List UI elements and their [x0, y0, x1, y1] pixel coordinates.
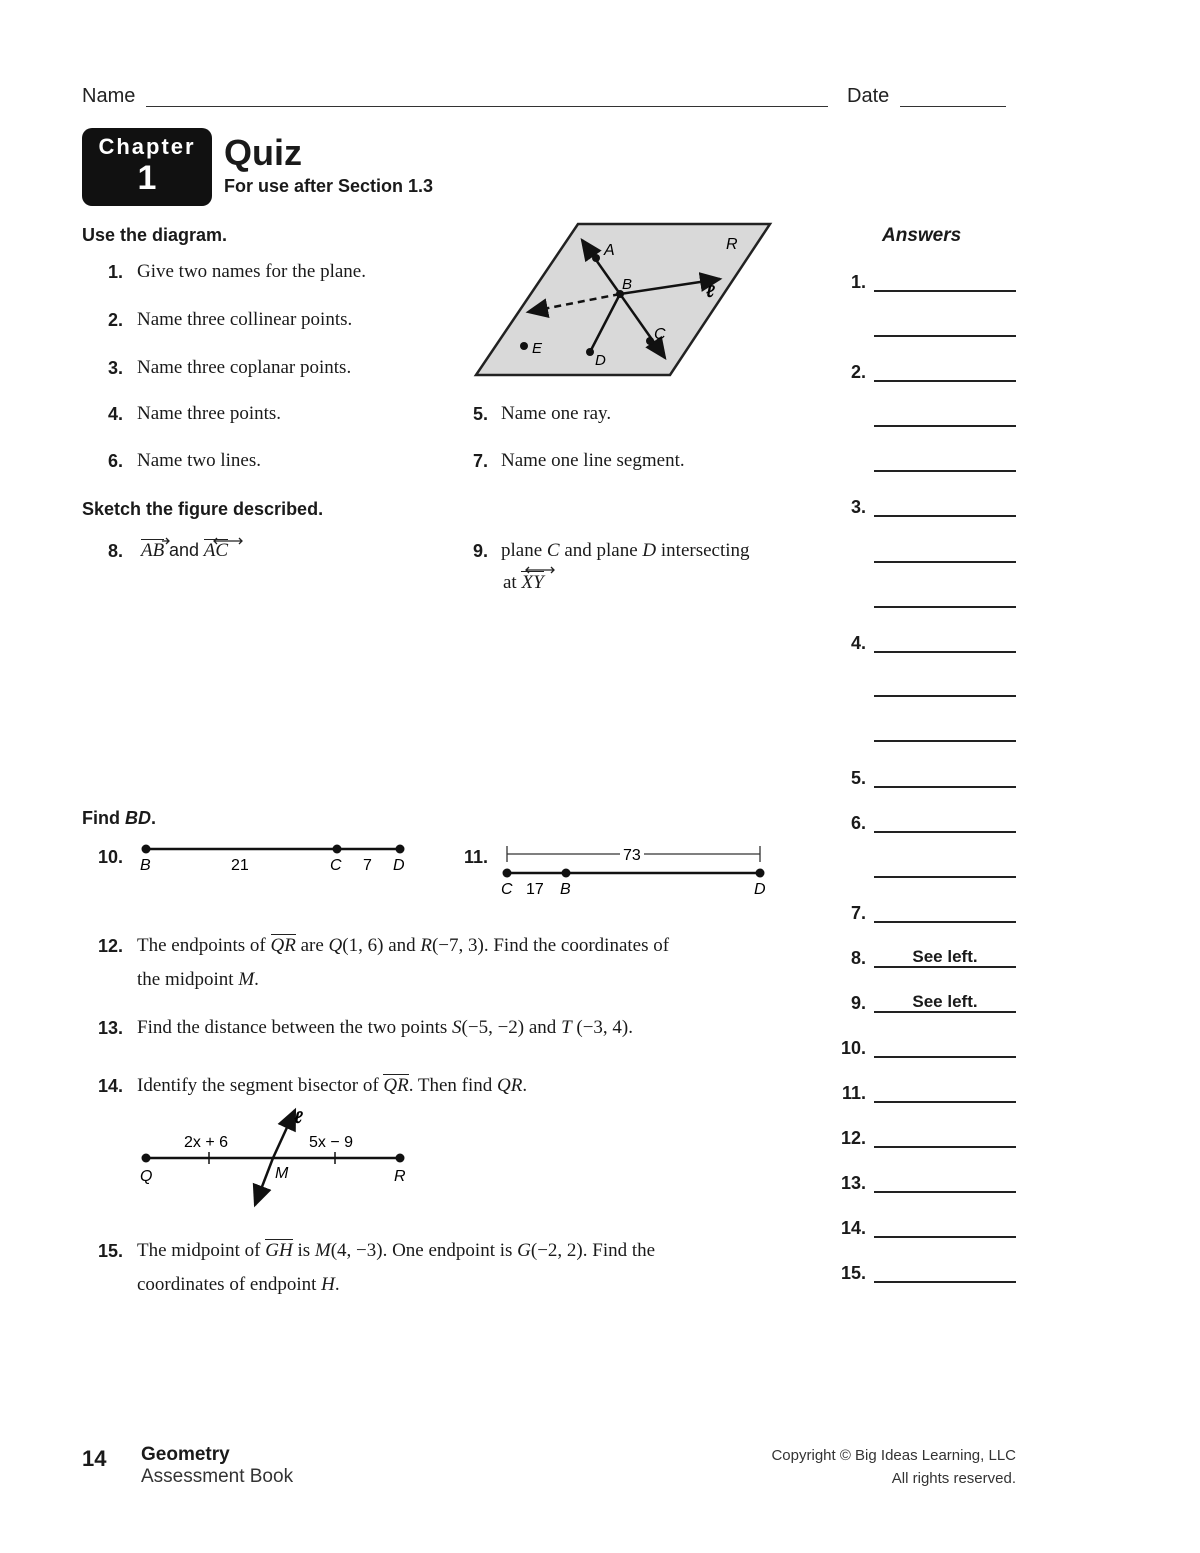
- q9-t1: plane: [501, 540, 547, 561]
- find-bd-var: BD: [125, 808, 151, 828]
- footer-book-title: Geometry: [141, 1444, 230, 1465]
- answer-2-field-c[interactable]: [874, 470, 1016, 472]
- q8-line-ac: AC: [203, 540, 229, 561]
- q12-t5: the midpoint: [137, 969, 239, 990]
- q6-text: Name two lines.: [137, 450, 262, 471]
- q11-label-cb: 17: [526, 881, 544, 898]
- section-find-bd: [82, 808, 156, 829]
- q6-number: 6.: [107, 451, 123, 471]
- q7-text: Name one line segment.: [501, 450, 685, 471]
- q14-label-line-l: ℓ: [294, 1108, 303, 1127]
- page-title: Quiz: [224, 132, 302, 173]
- q15-seg-gh: GH: [265, 1240, 293, 1261]
- q12-point-q: Q: [328, 935, 343, 956]
- answer-4-number: 4.: [850, 633, 866, 653]
- q13-point-t: T: [561, 1017, 572, 1038]
- point-a: [592, 254, 600, 262]
- q15-coord-m: (4, −3): [330, 1240, 383, 1261]
- find-bd-post: .: [151, 808, 157, 828]
- q9-arrowheads: [524, 565, 558, 577]
- q8-number: 8.: [107, 541, 123, 561]
- q15-text-line1: [137, 1240, 655, 1262]
- page-subtitle: For use after Section 1.3: [224, 176, 434, 196]
- q14-label-right-expr: 5x − 9: [309, 1134, 354, 1151]
- answer-9-field[interactable]: [874, 1011, 1016, 1013]
- q14-label-m: M: [275, 1165, 289, 1182]
- chapter-number: 1: [137, 159, 157, 197]
- q3-number: 3.: [107, 358, 123, 378]
- footer-book-subtitle: Assessment Book: [141, 1466, 294, 1487]
- q12-t1: The endpoints of: [137, 935, 271, 956]
- answer-8-field[interactable]: [874, 966, 1016, 968]
- chapter-badge: [82, 128, 212, 206]
- q9-text-line1: [501, 540, 750, 562]
- answer-4-field-b[interactable]: [874, 695, 1016, 697]
- q14-seg-qr: QR: [383, 1075, 409, 1096]
- q12-t3: and: [383, 935, 421, 956]
- q4-text: Name three points.: [137, 403, 282, 424]
- q11-label-b: B: [560, 881, 571, 898]
- answer-7-field[interactable]: [874, 921, 1016, 923]
- q12-t4: . Find the coordinates of: [483, 935, 670, 956]
- q10-point-d: [396, 845, 405, 854]
- q14-number: 14.: [97, 1076, 123, 1096]
- answer-6-number: 6.: [850, 813, 866, 833]
- q13-coord-s: (−5, −2): [461, 1017, 525, 1038]
- q10-number: 10.: [97, 847, 123, 867]
- page-number: 14: [82, 1446, 107, 1471]
- label-line-l: ℓ: [706, 282, 715, 301]
- q9-number: 9.: [472, 541, 488, 561]
- q11-point-b: [562, 869, 571, 878]
- section-use-diagram: Use the diagram.: [82, 225, 228, 245]
- chapter-word: Chapter: [98, 134, 196, 159]
- name-field[interactable]: [146, 106, 828, 107]
- plane-diagram: [470, 218, 780, 383]
- q8-ray-ab: AB: [141, 540, 165, 561]
- q14-figure: [136, 1105, 416, 1210]
- answer-4-field-c[interactable]: [874, 740, 1016, 742]
- q4-number: 4.: [107, 404, 123, 424]
- q11-number: 11.: [463, 847, 488, 867]
- q15-point-g: G: [517, 1240, 531, 1261]
- q14-label-r: R: [394, 1168, 406, 1185]
- answer-2-field-b[interactable]: [874, 425, 1016, 427]
- q10-label-d: D: [393, 857, 405, 874]
- footer-copyright: Copyright © Big Ideas Learning, LLC: [771, 1447, 1016, 1464]
- q15-t6: .: [334, 1274, 340, 1295]
- label-d: D: [595, 352, 606, 369]
- q14-bisector-up: [273, 1110, 295, 1158]
- q9-line-xy: XY: [521, 572, 544, 593]
- answer-6-field-b[interactable]: [874, 876, 1016, 878]
- q13-point-s: S: [452, 1017, 462, 1038]
- answer-3-field-a[interactable]: [874, 515, 1016, 517]
- q13-t2: and: [524, 1017, 562, 1038]
- q15-t4: . Find the: [582, 1240, 656, 1261]
- name-label: Name: [82, 85, 136, 107]
- q14-label-left-expr: 2x + 6: [184, 1134, 229, 1151]
- q3-text: Name three coplanar points.: [137, 357, 352, 378]
- q11-label-c: C: [501, 881, 513, 898]
- date-label: Date: [847, 85, 890, 107]
- section-sketch: Sketch the figure described.: [82, 499, 324, 519]
- q10-label-b: B: [140, 857, 151, 874]
- answer-15-field[interactable]: [874, 1281, 1016, 1283]
- q15-t1: The midpoint of: [137, 1240, 266, 1261]
- q9-t4: at: [503, 572, 522, 593]
- q14-text: [137, 1075, 527, 1097]
- answer-14-number: 14.: [840, 1218, 866, 1238]
- q1-number: 1.: [107, 262, 123, 282]
- point-e: [520, 342, 528, 350]
- q14-point-r: [396, 1154, 405, 1163]
- q13-number: 13.: [97, 1018, 123, 1038]
- q15-endpoint-h: H: [321, 1274, 335, 1295]
- q11-label-d: D: [754, 881, 766, 898]
- answer-9-see-left: See left.: [912, 992, 978, 1011]
- answer-4-field-a[interactable]: [874, 651, 1016, 653]
- label-b: B: [622, 276, 633, 293]
- label-r: R: [726, 236, 738, 253]
- q9-line-arrow-icon: [526, 567, 554, 573]
- answer-1-field-a[interactable]: [874, 290, 1016, 292]
- answer-6-field-a[interactable]: [874, 831, 1016, 833]
- q2-number: 2.: [107, 310, 123, 330]
- q12-text-line1: [137, 935, 669, 957]
- answer-9-number: 9.: [850, 993, 866, 1013]
- find-bd-pre: Find: [82, 808, 125, 828]
- q12-coord-q: (1, 6): [342, 935, 384, 956]
- q2-text: Name three collinear points.: [137, 309, 353, 330]
- q11-point-c: [503, 869, 512, 878]
- q7-number: 7.: [472, 451, 488, 471]
- answer-13-number: 13.: [840, 1173, 866, 1193]
- q12-midpoint-m: M: [238, 969, 255, 990]
- q12-coord-r: (−7, 3): [431, 935, 484, 956]
- q15-t2: is: [292, 1240, 315, 1261]
- q15-t3: . One endpoint is: [382, 1240, 518, 1261]
- answer-3-field-c[interactable]: [874, 606, 1016, 608]
- q11-label-total: 73: [623, 847, 641, 864]
- q12-seg-qr: QR: [270, 935, 296, 956]
- point-c: [646, 337, 654, 345]
- answer-3-field-b[interactable]: [874, 561, 1016, 563]
- q14-var-qr: QR: [497, 1075, 523, 1096]
- q12-number: 12.: [97, 936, 123, 956]
- answers-title: Answers: [882, 225, 962, 246]
- q8-line-arrow-icon: [214, 538, 242, 544]
- q11-figure: [496, 842, 776, 900]
- q8-arrowheads: [138, 536, 248, 548]
- date-field[interactable]: [900, 106, 1006, 107]
- q12-t2: are: [295, 935, 329, 956]
- q5-text: Name one ray.: [501, 403, 612, 424]
- answer-12-field[interactable]: [874, 1146, 1016, 1148]
- label-c: C: [654, 326, 666, 343]
- answer-3-number: 3.: [850, 497, 866, 517]
- q10-point-b: [142, 845, 151, 854]
- q11-point-d: [756, 869, 765, 878]
- answer-12-number: 12.: [840, 1128, 866, 1148]
- answer-13-field[interactable]: [874, 1191, 1016, 1193]
- q15-t5: coordinates of endpoint: [137, 1274, 322, 1295]
- answer-5-number: 5.: [850, 768, 866, 788]
- answer-14-field[interactable]: [874, 1236, 1016, 1238]
- q9-t2: and plane: [559, 540, 643, 561]
- q10-label-cd: 7: [363, 857, 372, 874]
- answer-10-field[interactable]: [874, 1056, 1016, 1058]
- q15-number: 15.: [97, 1241, 123, 1261]
- q13-t1: Find the distance between the two points: [137, 1017, 453, 1038]
- q12-t6: .: [254, 969, 259, 990]
- answer-5-field[interactable]: [874, 786, 1016, 788]
- answer-1-number: 1.: [850, 272, 866, 292]
- q9-plane-d: D: [642, 540, 657, 561]
- q14-t3: .: [522, 1075, 528, 1096]
- q9-plane-c: C: [546, 540, 560, 561]
- q13-coord-t: (−3, 4): [571, 1017, 629, 1038]
- q12-point-r: R: [420, 935, 432, 956]
- answer-10-number: 10.: [840, 1038, 866, 1058]
- answer-2-field-a[interactable]: [874, 380, 1016, 382]
- q5-number: 5.: [472, 404, 488, 424]
- q14-point-q: [142, 1154, 151, 1163]
- q15-coord-g: (−2, 2): [530, 1240, 583, 1261]
- answer-11-number: 11.: [841, 1083, 866, 1103]
- answer-1-field-b[interactable]: [874, 335, 1016, 337]
- q14-label-q: Q: [140, 1168, 153, 1185]
- answer-2-number: 2.: [850, 362, 866, 382]
- q10-label-bc: 21: [231, 857, 249, 874]
- q15-point-m: M: [314, 1240, 331, 1261]
- q13-t3: .: [628, 1017, 634, 1038]
- q1-text: Give two names for the plane.: [137, 261, 366, 282]
- q14-bisector-down: [255, 1158, 273, 1205]
- answer-7-number: 7.: [850, 903, 866, 923]
- answer-11-field[interactable]: [874, 1101, 1016, 1103]
- q15-text-line2: [137, 1274, 340, 1296]
- q14-t2: . Then find: [408, 1075, 498, 1096]
- answer-8-number: 8.: [850, 948, 866, 968]
- q12-text-line2: [137, 969, 259, 991]
- answer-8-see-left: See left.: [912, 947, 978, 966]
- q10-point-c: [333, 845, 342, 854]
- label-a: A: [604, 242, 615, 259]
- q10-label-c: C: [330, 857, 342, 874]
- answer-15-number: 15.: [840, 1263, 866, 1283]
- q14-t1: Identify the segment bisector of: [137, 1075, 384, 1096]
- q9-t3: intersecting: [656, 540, 750, 561]
- q10-figure: [136, 838, 416, 878]
- footer-rights: All rights reserved.: [891, 1470, 1016, 1487]
- q8-ray-arrow-icon: [162, 538, 169, 544]
- q8-and: and: [168, 540, 200, 560]
- q13-text: [137, 1017, 633, 1039]
- point-d: [586, 348, 594, 356]
- label-e: E: [532, 340, 543, 357]
